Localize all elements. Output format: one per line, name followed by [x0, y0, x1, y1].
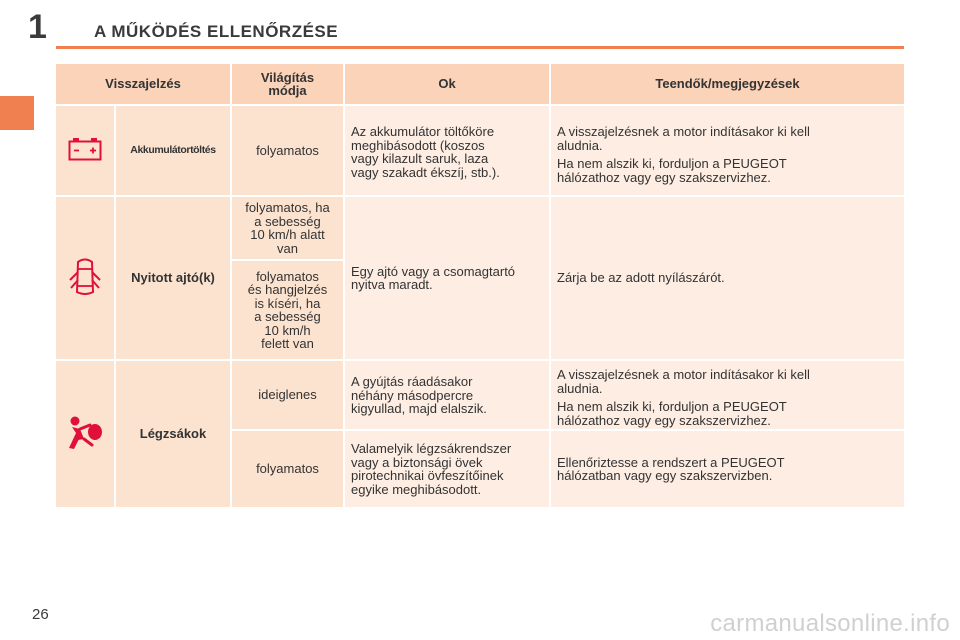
table-row-doors-label: Nyitott ajtó(k)	[116, 197, 230, 359]
airbags-cause-text-1: A gyújtás ráadásakor néhány másodpercre kigyullad, majd elalszik.	[351, 374, 487, 416]
table-row-battery-symbol	[56, 106, 114, 195]
doors-cause-text: Egy ajtó vagy a csomagtartó nyitva maradt.	[351, 263, 516, 292]
battery-cause-text: Az akkumulátor töltőköre meghibásodott (koszos vagy kilazult saruk, laza vagy szakadt ékszíj, stb.).	[351, 124, 500, 180]
table-row-doors-symbol	[56, 197, 114, 359]
table-row-battery-mode: folyamatos	[232, 106, 343, 195]
chapter-number: 1	[28, 8, 47, 46]
table-row-battery-cause	[345, 106, 549, 195]
battery-icon	[68, 137, 102, 164]
airbags-note-1: A visszajelzésnek a motor indításakor ki kell aludnia.	[557, 367, 810, 396]
table-row-airbags-notes-2	[551, 431, 904, 507]
table-row-doors-cause	[345, 197, 549, 359]
airbags-note-3: Ellenőriztesse a rendszert a PEUGEOT hálózatban vagy egy szakszervizben.	[557, 454, 785, 483]
chapter-title: A MŰKÖDÉS ELLENŐRZÉSE	[94, 22, 339, 41]
column-header-ok: Ok	[345, 64, 549, 104]
doors-note-1: Zárja be az adott nyílászárót.	[557, 270, 725, 286]
table-row-airbags-cause-1	[345, 361, 549, 429]
table-row-battery-notes	[551, 106, 904, 195]
battery-note-2: Ha nem alszik ki, forduljon a PEUGEOT hálózathoz vagy egy szakszervizhez.	[557, 156, 787, 185]
table-row-airbags-label: Légzsákok	[116, 361, 230, 507]
table-row-airbags-symbol	[56, 361, 114, 507]
open-door-icon	[68, 256, 102, 301]
table-row-doors-mode-2: folyamatos és hangjelzés is kíséri, ha a sebesség 10 km/h felett van	[232, 261, 343, 359]
title-rule	[56, 46, 904, 49]
table-row-doors-notes	[551, 197, 904, 359]
airbags-cause-text-2: Valamelyik légzsákrendszer vagy a biztonsági övek pirotechnikai övfeszítőinek egyike meghibásodott.	[351, 441, 512, 497]
table-row-battery-label: Akkumulátortöltés	[116, 106, 230, 195]
chapter-tab	[0, 96, 34, 130]
column-header-visszajelzes: Visszajelzés	[56, 64, 230, 104]
table-row-airbags-notes-1	[551, 361, 904, 429]
column-header-teendok: Teendők/megjegyzések	[551, 64, 904, 104]
airbags-note-2: Ha nem alszik ki, forduljon a PEUGEOT hálózathoz vagy egy szakszervizhez.	[557, 399, 787, 428]
table-row-airbags-mode-2: folyamatos	[232, 431, 343, 507]
airbag-icon	[66, 415, 104, 454]
table-row-doors-mode-1: folyamatos, ha a sebesség 10 km/h alatt van	[232, 197, 343, 259]
table-row-airbags-cause-2	[345, 431, 549, 507]
watermark: carmanualsonline.info	[710, 610, 950, 637]
column-header-vilagitas: Világítás módja	[232, 64, 343, 104]
table-row-airbags-mode-1: ideiglenes	[232, 361, 343, 429]
battery-note-1: A visszajelzésnek a motor indításakor ki kell aludnia.	[557, 124, 810, 153]
page-number: 26	[32, 606, 49, 623]
